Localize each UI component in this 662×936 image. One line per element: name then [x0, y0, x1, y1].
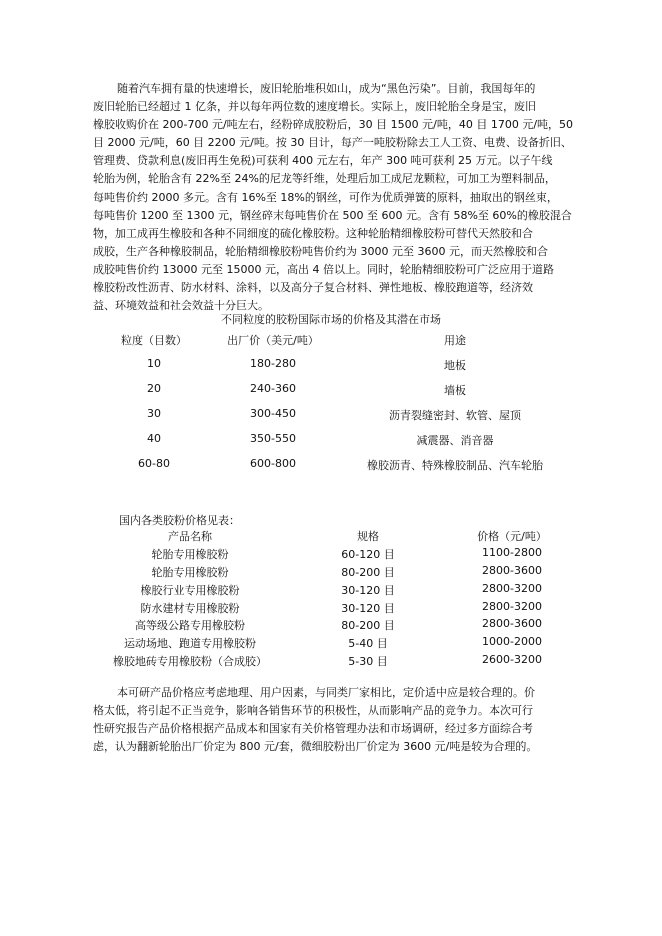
table-header-row: [0, 332, 662, 357]
table-row: [0, 457, 662, 482]
international-price-table: [0, 332, 662, 482]
table-row: [0, 617, 662, 635]
cell-price: 240-360: [250, 382, 296, 395]
table-row: [0, 600, 662, 618]
table-row: [0, 635, 662, 653]
header-mesh: 粒度（目数）: [121, 334, 187, 347]
cell-price: 2800-3200: [482, 599, 542, 613]
header-price: 价格（元/吨）: [477, 530, 547, 543]
table-row: [0, 564, 662, 582]
paragraph-line: 本可研产品价格应考虑地理、用户因素，与同类厂家相比，定价适中应是较合理的。价: [117, 686, 535, 699]
closing-paragraph: [93, 684, 585, 756]
paragraph-line: 管理费、贷款利息(废旧再生免税)可获利 400 元左右，年产 300 吨可获利 25 万元。以子午线: [93, 154, 553, 168]
cell-spec: 30-120 目: [341, 583, 395, 597]
cell-price: 2600-3200: [482, 653, 542, 667]
domestic-price-table: [0, 528, 662, 671]
cell-product: 运动场地、跑道专用橡胶粉: [124, 637, 256, 651]
cell-product: 高等级公路专用橡胶粉: [135, 619, 245, 633]
paragraph-line: 物，加工成再生橡胶和各种不同细度的硫化橡胶粉。这种轮胎精细橡胶粉可替代天然胶和合: [93, 226, 533, 240]
paragraph-line: 益、环境效益和社会效益十分巨大。: [93, 299, 269, 313]
table-row: [0, 582, 662, 600]
cell-price: 300-450: [250, 407, 296, 420]
cell-price: 180-280: [250, 357, 296, 370]
table2-title: 国内各类胶粉价格见表：: [119, 514, 240, 527]
cell-spec: 30-120 目: [341, 601, 395, 615]
paragraph-line: 格太低，将引起不正当竞争，影响各销售环节的积极性，从而影响产品的竞争力。本次可行: [93, 704, 533, 718]
cell-price: 1100-2800: [482, 545, 542, 559]
cell-price: 2800-3600: [482, 617, 542, 631]
header-use: 用途: [444, 334, 466, 347]
table-row: [0, 432, 662, 457]
cell-use: 沥青裂缝密封、软管、屋顶: [389, 409, 521, 422]
cell-use: 地板: [444, 359, 466, 372]
cell-use: 墙板: [444, 384, 466, 397]
paragraph-line: 性研究报告产品价格根据产品成本和国家有关价格管理办法和市场调研，经过多方面综合考: [93, 722, 533, 736]
table-row: [0, 546, 662, 564]
cell-product: 轮胎专用橡胶粉: [151, 565, 229, 579]
cell-use: 橡胶沥青、特殊橡胶制品、汽车轮胎: [367, 459, 543, 472]
cell-mesh: 60-80: [138, 457, 170, 470]
header-price: 出厂价（美元/吨）: [227, 334, 319, 347]
paragraph-line: 虑，认为翻新轮胎出厂价定为 800 元/套，微细胶粉出厂价定为 3600 元/吨是较为合理的。: [93, 740, 538, 754]
cell-price: 2800-3200: [482, 581, 542, 595]
cell-mesh: 10: [147, 357, 161, 370]
cell-spec: 60-120 目: [341, 547, 395, 561]
cell-spec: 80-200 目: [341, 619, 395, 633]
cell-price: 350-550: [250, 432, 296, 445]
cell-spec: 5-40 目: [348, 637, 388, 651]
cell-mesh: 30: [147, 407, 161, 420]
table1-caption: 不同粒度的胶粉国际市场的价格及其潜在市场: [221, 313, 441, 326]
paragraph-line: 每吨售价 1200 至 1300 元，钢丝碎末每吨售价在 500 至 600 元。含有 58%至 60%的橡胶混合: [93, 208, 572, 222]
paragraph-line: 橡胶收购价在 200-700 元/吨左右，经粉碎成胶粉后，30 目 1500 元/吨，40 目 1700 元/吨，50: [93, 118, 574, 132]
cell-use: 减震器、消音器: [416, 434, 494, 447]
cell-product: 轮胎专用橡胶粉: [151, 547, 229, 561]
table-row: [0, 653, 662, 671]
table-header-row: [0, 528, 662, 546]
paragraph-line: 每吨售价约 2000 多元。含有 16%至 18%的钢丝，可作为优质弹簧的原料，抽取出的钢丝束，: [93, 190, 558, 204]
header-product: 产品名称: [168, 530, 212, 543]
table-row: [0, 357, 662, 382]
cell-spec: 80-200 目: [341, 565, 395, 579]
paragraph-line: 废旧轮胎已经超过 1 亿条，并以每年两位数的速度增长。实际上，废旧轮胎全身是宝，废旧: [93, 100, 536, 114]
header-spec: 规格: [357, 530, 379, 543]
table-row: [0, 407, 662, 432]
cell-mesh: 20: [147, 382, 161, 395]
cell-price: 1000-2000: [482, 635, 542, 649]
cell-mesh: 40: [147, 432, 161, 445]
cell-product: 防水建材专用橡胶粉: [140, 601, 240, 615]
cell-product: 橡胶地砖专用橡胶粉（合成胶）: [113, 655, 267, 669]
paragraph-line: 目 2000 元/吨，60 目 2200 元/吨。按 30 目计，每产一吨胶粉除去工人工资、电费、设备折旧、: [93, 136, 572, 150]
cell-spec: 5-30 目: [348, 655, 388, 669]
cell-price: 2800-3600: [482, 563, 542, 577]
paragraph-line: 橡胶粉改性沥青、防水材料、涂料，以及高分子复合材料、弹性地板、橡胶跑道等，经济效: [93, 281, 533, 295]
intro-paragraph: [93, 80, 585, 315]
table-row: [0, 382, 662, 407]
paragraph-line: 成胶吨售价约 13000 元至 15000 元，高出 4 倍以上。同时，轮胎精细胶粉可广泛应用于道路: [93, 262, 554, 276]
paragraph-line: 轮胎为例，轮胎含有 22%至 24%的尼龙等纤维，处理后加工成尼龙颗粒，可加工为塑料制品，: [93, 172, 556, 186]
cell-price: 600-800: [250, 457, 296, 470]
paragraph-line: 随着汽车拥有量的快速增长，废旧轮胎堆积如山，成为“黑色污染”。目前，我国每年的: [117, 82, 536, 95]
cell-product: 橡胶行业专用橡胶粉: [140, 583, 240, 597]
paragraph-line: 成胶，生产各种橡胶制品，轮胎精细橡胶粉吨售价约为 3000 元至 3600 元，而天然橡胶和合: [93, 244, 548, 258]
